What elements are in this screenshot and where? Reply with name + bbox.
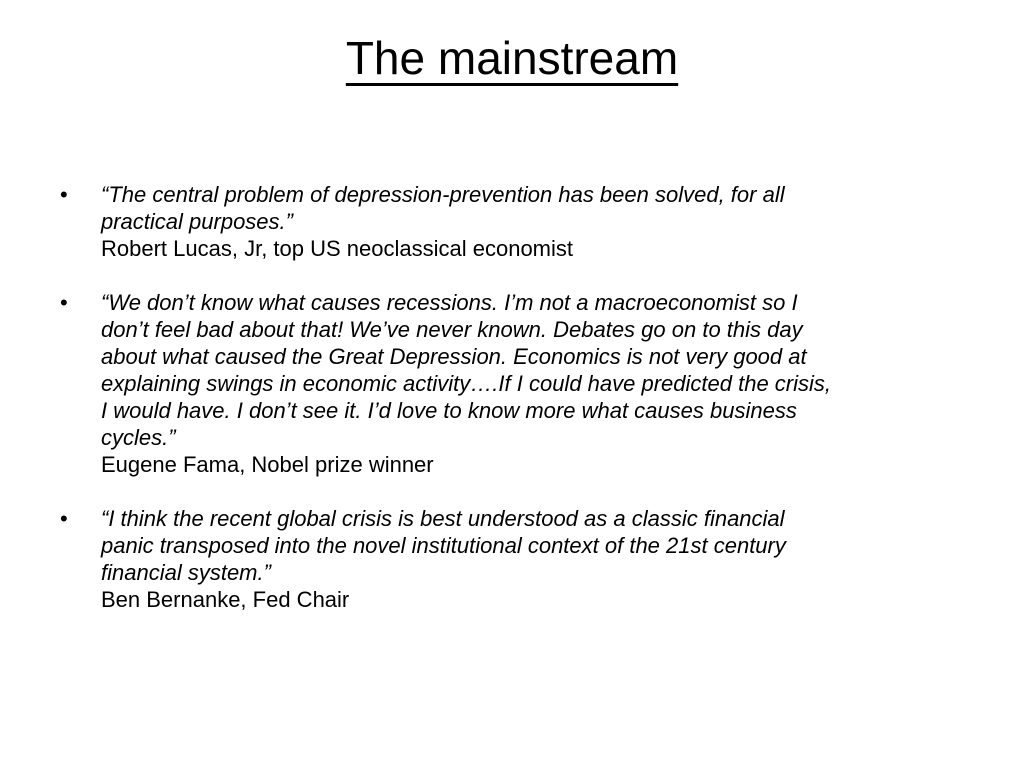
quote-list bbox=[60, 181, 980, 640]
quote-author: Ben Bernanke, Fed Chair bbox=[101, 587, 350, 612]
quote-text: “We don’t know what causes recessions. I’m not a macroeconomist so I don’t feel bad about that! We’ve never known. Debates go on to this day about what caused the Great Depression. Economics is not very good at explaining swings in economic activity….If I could have predicted the crisis, I would have. I don’t see it. I’d love to know more what causes business cycles.” bbox=[101, 290, 832, 450]
bullet-icon: • bbox=[60, 506, 68, 531]
quote-text: “I think the recent global crisis is best understood as a classic financial panic transposed into the novel institutional context of the 21st century financial system.” bbox=[101, 506, 786, 585]
quote-text: “The central problem of depression-prevention has been solved, for all practical purposes.” bbox=[101, 182, 785, 234]
slide-title bbox=[0, 30, 1024, 86]
quote-item bbox=[60, 181, 980, 262]
bullet-icon: • bbox=[60, 182, 68, 207]
quote-author: Robert Lucas, Jr, top US neoclassical economist bbox=[101, 236, 574, 261]
quote-item bbox=[60, 505, 980, 613]
quote-item bbox=[60, 289, 980, 478]
slide-title-text: The mainstream bbox=[345, 32, 679, 84]
bullet-icon: • bbox=[60, 290, 68, 315]
quote-author: Eugene Fama, Nobel prize winner bbox=[101, 452, 434, 477]
